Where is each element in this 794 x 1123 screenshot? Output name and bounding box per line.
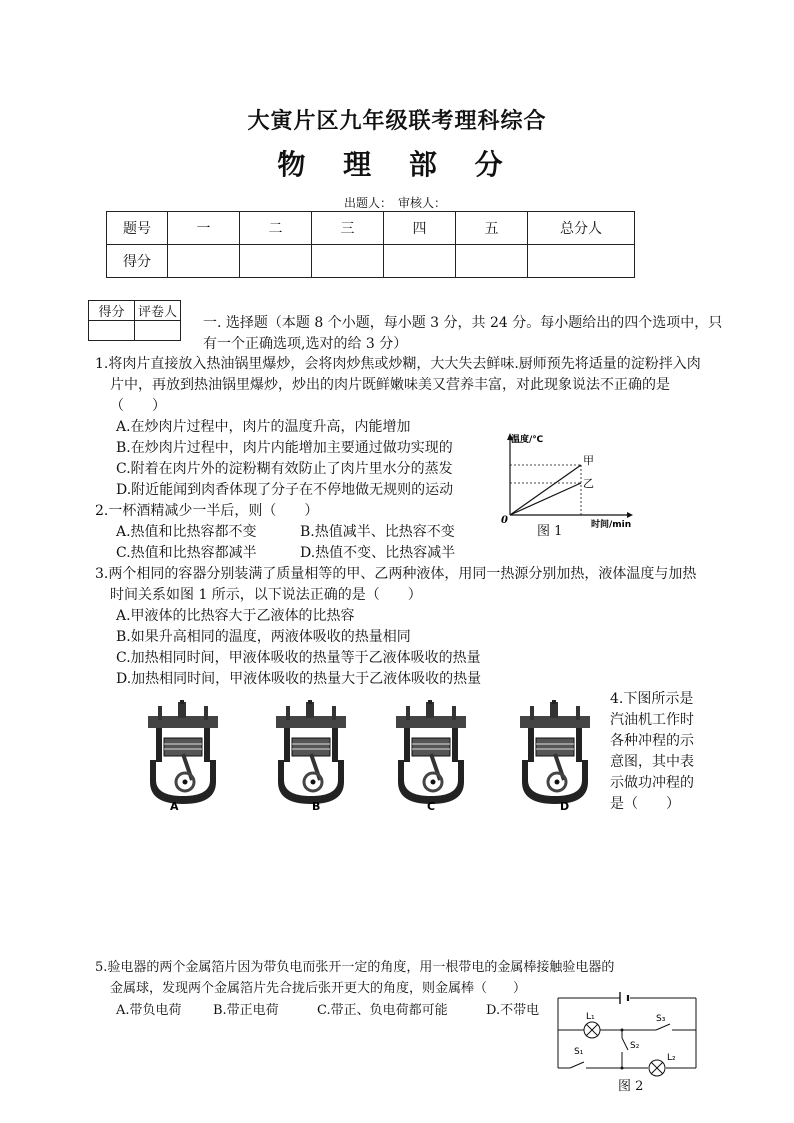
label-s2: S₂ xyxy=(630,1041,640,1051)
figure1-graph xyxy=(495,430,635,542)
q2-stem: 2.一杯酒精减少一半后，则（ ） xyxy=(95,503,319,519)
q3-option-c: C.加热相同时间，甲液体吸收的热量等于乙液体吸收的热量 xyxy=(116,650,481,666)
q1-stem-line2: 片中，再放到热油锅里爆炒，炒出的肉片既鲜嫩味美又营养丰富，对此现象说法不正确的是 xyxy=(110,377,670,393)
series-line-jia xyxy=(510,465,581,515)
origin-label: 0 xyxy=(501,515,508,526)
q3-option-d: D.加热相同时间，甲液体吸收的热量大于乙液体吸收的热量 xyxy=(116,671,482,687)
q1-option-d: D.附近能闻到肉香体现了分子在不停地做无规则的运动 xyxy=(116,482,454,498)
grader-header-score: 得分 xyxy=(89,301,135,321)
score-row-label: 得分 xyxy=(107,245,168,278)
label-s1: S₁ xyxy=(574,1047,584,1057)
q1-option-a: A.在炒肉片过程中，肉片的温度升高，内能增加 xyxy=(116,419,411,435)
switch-s3 xyxy=(656,1024,670,1030)
q5-stem-line2: 金属球，发现两个金属箔片先合拢后张开更大的角度，则金属棒（ ） xyxy=(110,981,527,996)
q3-stem-line1: 3.两个相同的容器分别装满了质量相等的甲、乙两种液体，用同一热源分别加热，液体温度与加热 xyxy=(95,566,697,582)
section1-instruction-line2: 有一个正确选项,选对的给 3 分） xyxy=(203,336,408,352)
series-label-jia: 甲 xyxy=(583,454,594,467)
engine-stroke-diagrams xyxy=(140,700,610,815)
q5-option-c: C.带正、负电荷都可能 xyxy=(317,1003,448,1018)
q4-stem-line6: 是（ ） xyxy=(610,796,680,812)
q1-stem-line1: 1.将肉片直接放入热油锅里爆炒，会将肉炒焦或炒糊，大大失去鲜味.厨师预先将适量的淀粉拌入肉 xyxy=(95,356,701,372)
engine-label-a: A xyxy=(170,800,179,813)
q4-stem-line1: 4.下图所示是 xyxy=(610,691,694,707)
label-l2: L₂ xyxy=(667,1053,676,1063)
q2-option-b: B.热值减半、比热容不变 xyxy=(300,524,455,540)
score-table xyxy=(106,211,635,278)
q4-stem-line5: 示做功冲程的 xyxy=(610,775,694,791)
switch-s1 xyxy=(570,1062,584,1068)
score-table-score-row xyxy=(107,245,635,278)
series-line-yi xyxy=(510,483,581,515)
section1-instruction-line1: 一. 选择题（本题 8 个小题，每小题 3 分，共 24 分。每小题给出的四个选项中，只 xyxy=(203,315,723,331)
grader-name-cell[interactable] xyxy=(135,321,181,341)
exam-title: 大寅片区九年级联考理科综合 xyxy=(247,108,547,134)
engine-label-b: B xyxy=(312,800,321,813)
q1-stem-line3: （ ） xyxy=(110,398,166,414)
q4-stem-line3: 各种冲程的示 xyxy=(610,733,694,749)
score-header-cell: 三 xyxy=(312,212,384,245)
x-axis-label: 时间/min xyxy=(591,520,632,530)
grader-table xyxy=(88,300,181,341)
score-header-cell: 五 xyxy=(456,212,528,245)
score-input-cell[interactable] xyxy=(384,245,456,278)
score-input-cell[interactable] xyxy=(456,245,528,278)
q5-option-b: B.带正电荷 xyxy=(213,1003,279,1018)
x-axis-arrow xyxy=(627,512,633,518)
score-header-cell: 一 xyxy=(168,212,240,245)
series-label-yi: 乙 xyxy=(583,477,594,490)
score-header-cell: 题号 xyxy=(107,212,168,245)
author-line: 出题人： 审核人： xyxy=(344,196,447,210)
q2-option-c: C.热值和比热容都减半 xyxy=(116,545,257,561)
q3-stem-line2: 时间关系如图 1 所示，以下说法正确的是（ ） xyxy=(110,587,422,603)
label-s3: S₃ xyxy=(656,1014,666,1024)
score-input-cell[interactable] xyxy=(528,245,635,278)
score-header-cell: 四 xyxy=(384,212,456,245)
grader-header-grader: 评卷人 xyxy=(135,301,181,321)
score-input-cell[interactable] xyxy=(312,245,384,278)
score-input-cell[interactable] xyxy=(168,245,240,278)
score-header-cell: 总分人 xyxy=(528,212,635,245)
engine-label-c: C xyxy=(427,800,436,813)
q2-option-d: D.热值不变、比热容减半 xyxy=(300,545,456,561)
q5-option-d: D.不带电 xyxy=(486,1003,540,1018)
engine-label-d: D xyxy=(560,800,570,813)
exam-subtitle: 物 理 部 分 xyxy=(277,148,517,181)
q3-option-b: B.如果升高相同的温度，两液体吸收的热量相同 xyxy=(116,629,411,645)
score-table-header-row xyxy=(107,212,635,245)
figure2-circuit xyxy=(552,990,702,1080)
q3-option-a: A.甲液体的比热容大于乙液体的比热容 xyxy=(116,608,355,624)
score-header-cell: 二 xyxy=(240,212,312,245)
grader-score-cell[interactable] xyxy=(89,321,135,341)
q4-stem-line2: 汽油机工作时 xyxy=(610,712,694,728)
q5-option-a: A.带负电荷 xyxy=(116,1003,182,1018)
q4-stem-line4: 意图，其中表 xyxy=(610,754,694,770)
q1-option-c: C.附着在肉片外的淀粉糊有效防止了肉片里水分的蒸发 xyxy=(116,461,453,477)
figure1-caption: 图 1 xyxy=(537,524,563,539)
q5-stem-line1: 5.验电器的两个金属箔片因为带负电而张开一定的角度，用一根带电的金属棒接触验电器的 xyxy=(95,960,615,975)
switch-s2 xyxy=(622,1038,628,1050)
score-input-cell[interactable] xyxy=(240,245,312,278)
label-l1: L₁ xyxy=(586,1012,595,1022)
q1-option-b: B.在炒肉片过程中，肉片内能增加主要通过做功实现的 xyxy=(116,440,453,456)
figure2-caption: 图 2 xyxy=(618,1079,644,1094)
q2-option-a: A.热值和比热容都不变 xyxy=(116,524,257,540)
y-axis-label: 温度/℃ xyxy=(511,435,544,445)
